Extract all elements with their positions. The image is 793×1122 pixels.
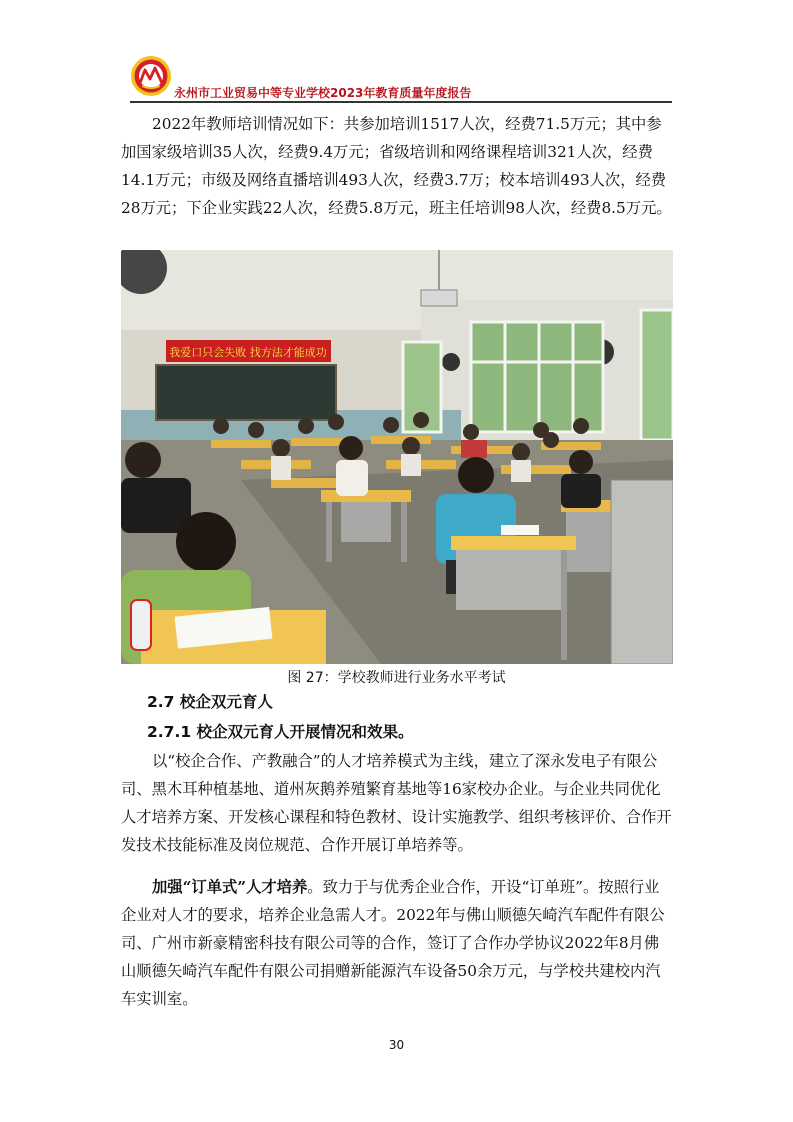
report-title: 永州市工业贸易中等专业学校2023年教育质量年度报告 [174,86,472,100]
subsection-heading: 2.7.1 校企双元育人开展情况和效果。 [147,723,414,741]
section-paragraph-1 [121,747,673,859]
teachers-exam-photo [121,250,673,664]
page-header [122,50,672,102]
school-logo-icon [130,55,172,97]
section-heading: 2.7 校企双元育人 [147,693,273,711]
section-paragraph-2-text: 。致力于与优秀企业合作，开设“订单班”。按照行业企业对人才的要求，培养企业急需人才。2022年与佛山顺德矢崎汽车配件有限公司、广州市新豪精密科技有限公司等的合作，签订了合作办学协议2022年8月佛山顺德矢崎汽车配件有限公司捐赠新能源汽车设备50余万元，与学校共建校内汽车实训室。 [121,878,665,1008]
page-number: 30 [388,1038,405,1052]
section-paragraph-2 [121,873,673,1013]
training-text: 2022年教师培训情况如下：共参加培训1517人次，经费71.5万元；其中参加国家级培训35人次，经费9.4万元；省级培训和网络课程培训321人次，经费14.1万元；市级及网络直播培训493人次，经费3.7万；校本培训493人次，经费28万元；下企业实践22人次，经费5.8万元，班主任培训98人次，经费8.5万元。 [121,115,672,217]
header-divider [130,101,672,103]
section-paragraph-1-text: 以“校企合作、产教融合”的人才培养模式为主线，建立了深永发电子有限公司、黑木耳种植基地、道州灰鹅养殖繁育基地等16家校办企业。与企业共同优化人才培养方案、开发核心课程和特色教材、设计实施教学、组织考核评价、合作开发技术技能标准及岗位规范、合作开展订单培养等。 [121,752,672,854]
training-paragraph [121,110,673,222]
order-training-lead: 加强“订单式”人才培养 [152,878,308,896]
banner-text: 我爱口只会失败 找方法才能成功 [169,346,327,359]
photo-caption: 图 27：学校教师进行业务水平考试 [287,670,506,686]
